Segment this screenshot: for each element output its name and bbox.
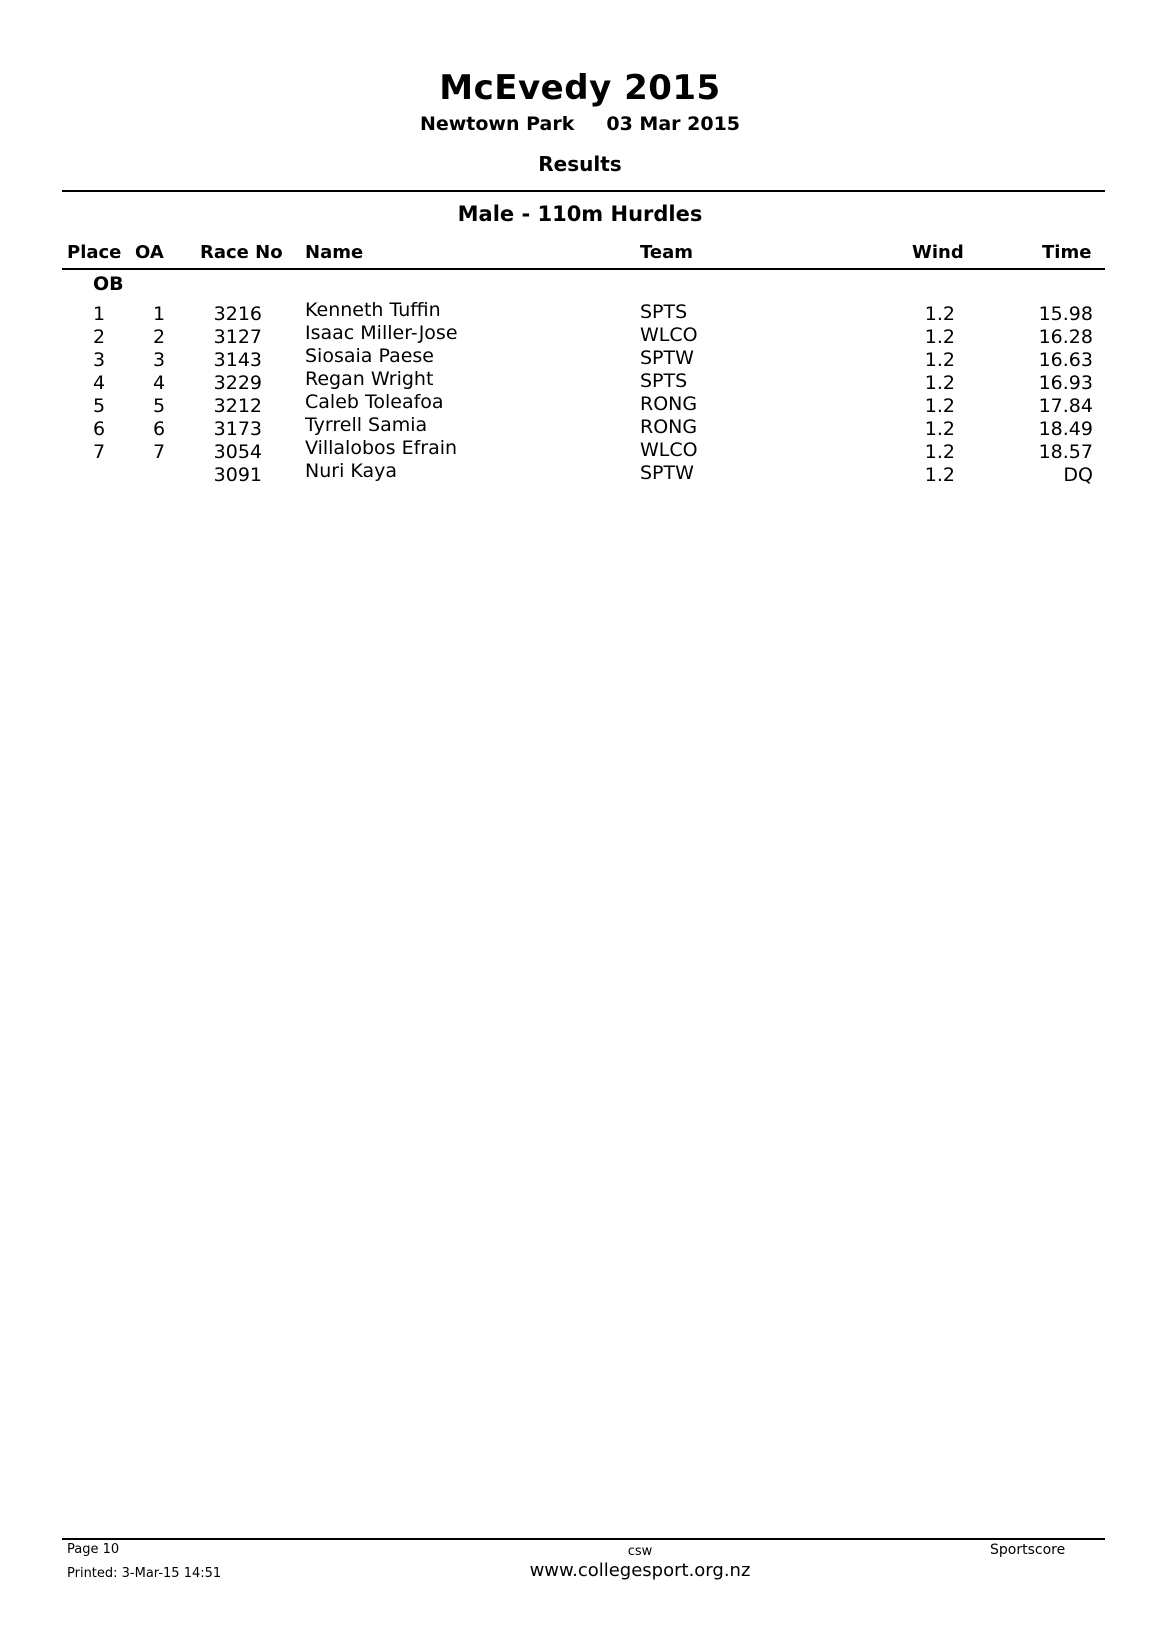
- athlete-name-cell: Nuri Kaya: [305, 460, 398, 482]
- team-cell: WLCO: [640, 324, 698, 346]
- header-divider: [62, 190, 1105, 192]
- place-cell: 2: [92, 326, 106, 348]
- athlete-name-cell: Siosaia Paese: [305, 345, 434, 367]
- wind-cell: 1.2: [924, 349, 955, 371]
- race-no-cell: 3054: [213, 441, 262, 463]
- col-header-time: Time: [1042, 242, 1092, 263]
- time-cell: 18.49: [1038, 418, 1093, 440]
- time-cell: 15.98: [1038, 303, 1093, 325]
- table-row: [0, 391, 1160, 418]
- time-cell: DQ: [1063, 464, 1093, 486]
- col-header-race-no: Race No: [200, 242, 283, 263]
- race-no-cell: 3212: [213, 395, 262, 417]
- race-no-cell: 3229: [213, 372, 262, 394]
- footer-url-link[interactable]: www.collegesport.org.nz: [529, 1560, 751, 1581]
- oa-cell: 4: [152, 372, 166, 394]
- table-row: [0, 345, 1160, 372]
- table-row: [0, 299, 1160, 326]
- race-no-cell: 3173: [213, 418, 262, 440]
- oa-cell: 3: [152, 349, 166, 371]
- meet-title: McEvedy 2015: [439, 68, 721, 108]
- table-header-divider: [62, 268, 1105, 270]
- place-cell: 4: [92, 372, 106, 394]
- team-cell: RONG: [640, 416, 698, 438]
- team-cell: SPTW: [640, 347, 694, 369]
- table-row: [0, 322, 1160, 349]
- section-title: Results: [538, 152, 622, 176]
- age-group-label: OB: [93, 273, 124, 295]
- team-cell: SPTS: [640, 301, 688, 323]
- race-no-cell: 3216: [213, 303, 262, 325]
- athlete-name-cell: Villalobos Efrain: [305, 437, 458, 459]
- footer-center-label: csw: [627, 1544, 653, 1559]
- meet-date: 03 Mar 2015: [606, 113, 741, 135]
- race-no-cell: 3127: [213, 326, 262, 348]
- wind-cell: 1.2: [924, 464, 955, 486]
- oa-cell: 6: [152, 418, 166, 440]
- oa-cell: 1: [152, 303, 166, 325]
- footer-divider: [62, 1538, 1105, 1540]
- athlete-name-cell: Regan Wright: [305, 368, 434, 390]
- time-cell: 18.57: [1038, 441, 1093, 463]
- team-cell: SPTW: [640, 462, 694, 484]
- venue: Newtown Park: [419, 113, 575, 135]
- oa-cell: 5: [152, 395, 166, 417]
- table-row: [0, 368, 1160, 395]
- place-cell: 5: [92, 395, 106, 417]
- col-header-place: Place: [67, 242, 122, 263]
- athlete-name-cell: Isaac Miller-Jose: [305, 322, 458, 344]
- oa-cell: 7: [152, 441, 166, 463]
- col-header-oa: OA: [135, 242, 164, 263]
- page-number: Page 10: [67, 1542, 120, 1557]
- team-cell: RONG: [640, 393, 698, 415]
- table-row: [0, 414, 1160, 441]
- wind-cell: 1.2: [924, 303, 955, 325]
- team-cell: WLCO: [640, 439, 698, 461]
- race-no-cell: 3091: [213, 464, 262, 486]
- race-no-cell: 3143: [213, 349, 262, 371]
- time-cell: 17.84: [1038, 395, 1093, 417]
- meet-subtitle: [0, 113, 1160, 135]
- athlete-name-cell: Kenneth Tuffin: [305, 299, 441, 321]
- wind-cell: 1.2: [924, 441, 955, 463]
- place-cell: 3: [92, 349, 106, 371]
- footer-brand: Sportscore: [990, 1542, 1066, 1558]
- table-row: [0, 437, 1160, 464]
- athlete-name-cell: Caleb Toleafoa: [305, 391, 444, 413]
- time-cell: 16.28: [1038, 326, 1093, 348]
- oa-cell: 2: [152, 326, 166, 348]
- event-title: Male - 110m Hurdles: [457, 202, 703, 226]
- wind-cell: 1.2: [924, 418, 955, 440]
- wind-cell: 1.2: [924, 372, 955, 394]
- athlete-name-cell: Tyrrell Samia: [305, 414, 428, 436]
- place-cell: 1: [92, 303, 106, 325]
- table-row: [0, 460, 1160, 487]
- time-cell: 16.93: [1038, 372, 1093, 394]
- time-cell: 16.63: [1038, 349, 1093, 371]
- col-header-name: Name: [305, 242, 364, 263]
- team-cell: SPTS: [640, 370, 688, 392]
- wind-cell: 1.2: [924, 395, 955, 417]
- printed-timestamp: Printed: 3-Mar-15 14:51: [67, 1566, 222, 1581]
- wind-cell: 1.2: [924, 326, 955, 348]
- place-cell: 6: [92, 418, 106, 440]
- col-header-wind: Wind: [912, 242, 964, 263]
- col-header-team: Team: [640, 242, 693, 263]
- place-cell: 7: [92, 441, 106, 463]
